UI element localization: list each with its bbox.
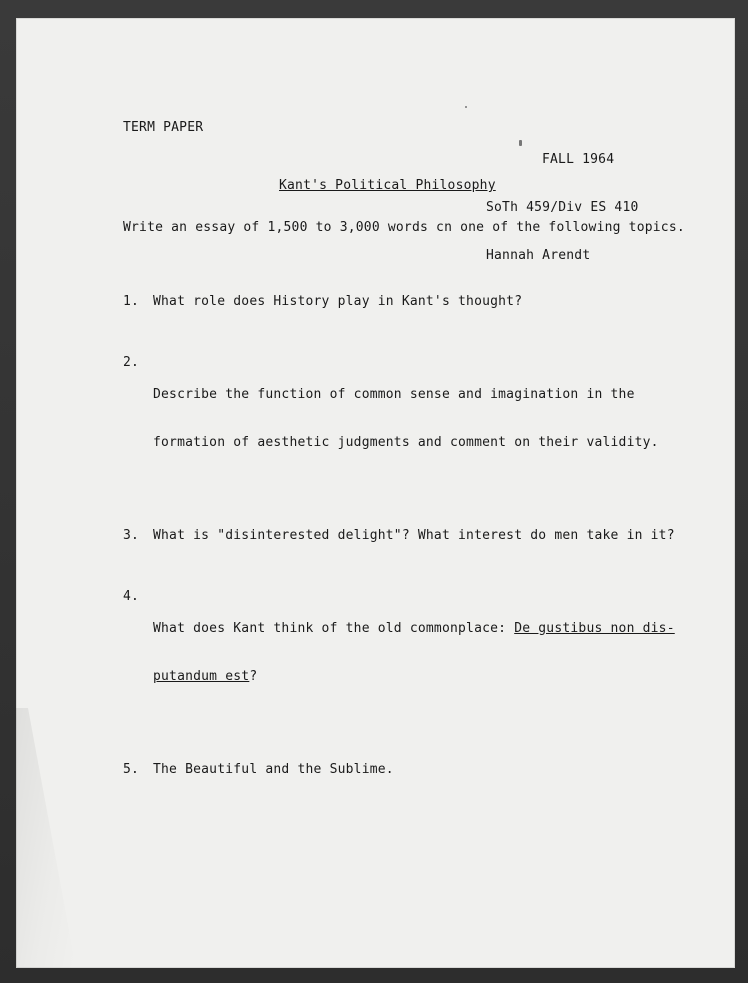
latin-phrase-end: putandum est (153, 669, 250, 684)
item-number: 4. (123, 589, 140, 604)
item-text-block (153, 355, 659, 483)
course-number: SoTh 459/Div ES 410 (486, 200, 639, 215)
item-number: 1. (123, 294, 140, 309)
item-text: What is "disinterested delight"? What interest do men take in it? (153, 528, 675, 543)
item-text: What does Kant think of the old commonplace: (153, 621, 515, 636)
instructor-name: Hannah Arendt (486, 248, 591, 263)
paper-speck (519, 140, 522, 146)
term: FALL 1964 (542, 152, 615, 167)
latin-phrase-start: De gustibus non dis- (514, 621, 675, 636)
list-item (123, 294, 675, 310)
list-item (123, 762, 675, 778)
topic-list (123, 262, 675, 823)
item-text-line (153, 621, 675, 637)
page-title: Kant's Political Philosophy (279, 178, 496, 193)
list-item (123, 355, 675, 483)
item-text-block (153, 589, 675, 717)
assignment-instruction: Write an essay of 1,500 to 3,000 words cn one of the following topics. (123, 220, 685, 235)
item-number: 3. (123, 528, 140, 543)
list-item (123, 528, 675, 544)
paper-speck (465, 106, 467, 108)
item-number: 2. (123, 355, 140, 370)
item-number: 5. (123, 762, 140, 777)
item-text: Describe the function of common sense and imagination in the (153, 387, 635, 402)
list-item (123, 589, 675, 717)
item-text: The Beautiful and the Sublime. (153, 762, 394, 777)
paper-sheet (16, 18, 735, 968)
document-label: TERM PAPER (123, 120, 204, 135)
item-text-line (153, 669, 675, 685)
item-text: ? (249, 669, 258, 684)
item-text: What role does History play in Kant's thought? (153, 294, 523, 309)
item-text: formation of aesthetic judgments and comment on their validity. (153, 435, 659, 450)
